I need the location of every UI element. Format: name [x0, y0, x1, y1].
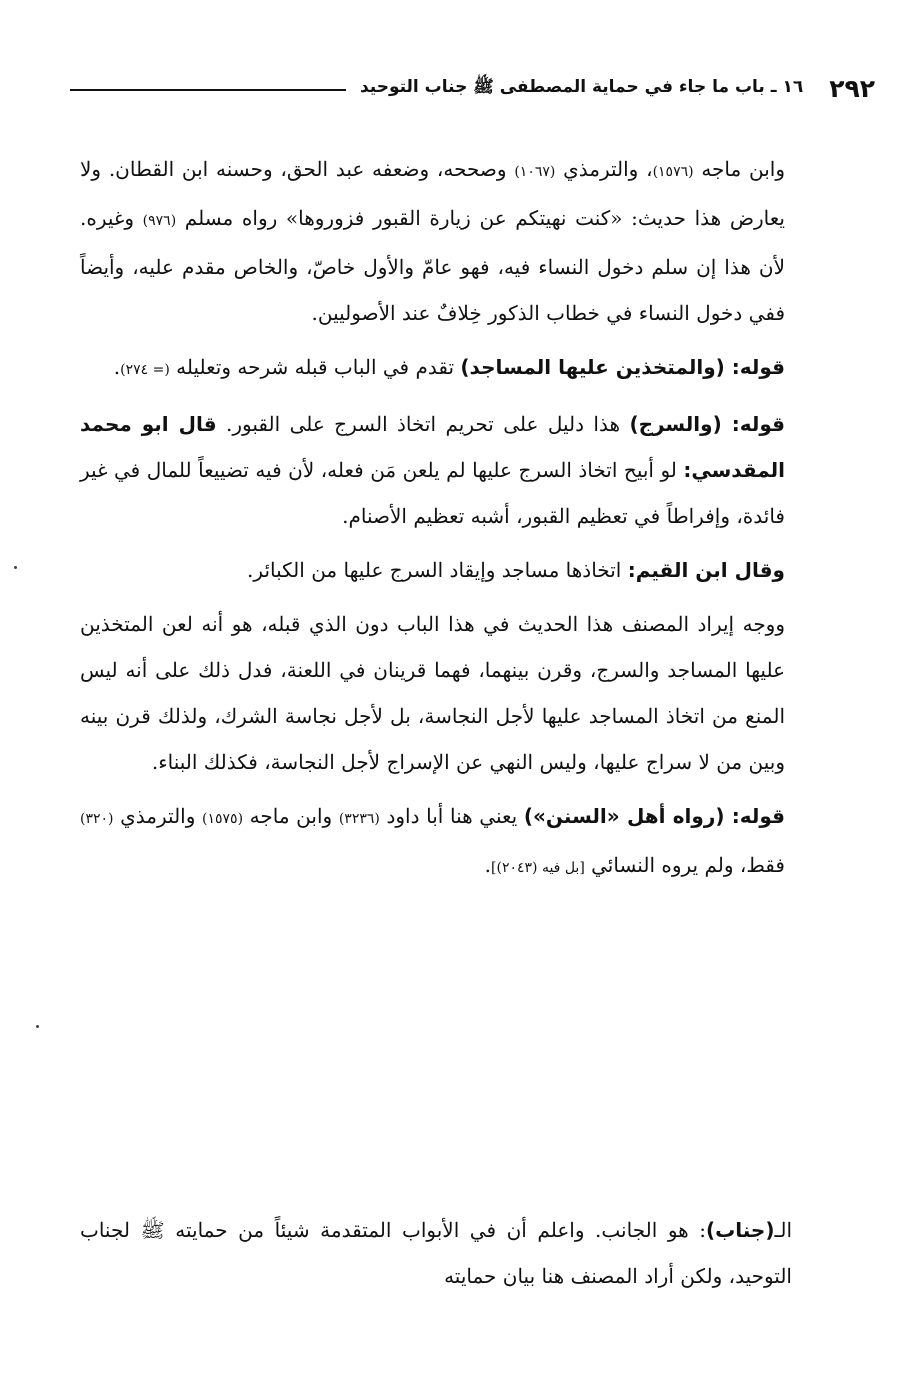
- text-run: اتخاذها مساجد وإيقاد السرج عليها من الكبائر.: [247, 558, 628, 582]
- text-run: يعني هنا أبا داود: [379, 804, 524, 828]
- main-text: [80, 146, 785, 899]
- text-run: الـ: [774, 1218, 792, 1242]
- text-run: وغيره. لأن هذا إن سلم دخول النساء فيه، فهو عامّ والأول خاصّ، والخاص مقدم عليه، وأيضاً ففي دخول النساء في خطاب الذكور خِلافٌ عند الأصوليين.: [80, 206, 785, 325]
- text-run: والترمذي: [113, 804, 203, 828]
- bold-phrase: (رواه أهل «السنن»): [523, 804, 725, 828]
- paragraph: [80, 344, 785, 393]
- reference-number: (١٠٦٧): [514, 164, 556, 180]
- text-run: ، والترمذي: [555, 157, 653, 181]
- reference-number: (٩٧٦): [142, 213, 177, 229]
- paragraph: [80, 793, 785, 891]
- reference-number: (١٥٧٦): [652, 164, 694, 180]
- text-run: وابن ماجه: [693, 157, 785, 181]
- text-run: تقدم في الباب قبله شرحه وتعليله: [169, 355, 461, 379]
- reference-number: (٣٢٠): [80, 811, 114, 827]
- text-run: وابن ماجه: [243, 804, 339, 828]
- footnote: [80, 1207, 792, 1299]
- paragraph: [80, 401, 785, 539]
- reference-number: (٣٢٣٦): [338, 811, 380, 827]
- bold-phrase: وقال ابن القيم:: [627, 558, 785, 582]
- text-run: : هو الجانب. واعلم أن في الأبواب المتقدمة شيئاً من حمايته ﷺ لجناب التوحيد، ولكن أراد المصنف هنا بيان حمايته: [80, 1218, 792, 1288]
- bold-phrase: قال ابو محمد المقدسي:: [80, 412, 785, 482]
- paragraph: [80, 601, 785, 785]
- reference-number: [بل فيه (٢٠٤٣)]: [491, 860, 585, 876]
- text-run: لو أبيح اتخاذ السرج عليها لم يلعن مَن فعله، لأن فيه تضييعاً للمال في غير فائدة، وإفراطاً في تعظيم القبور، أشبه تعظيم الأصنام.: [80, 458, 785, 528]
- paragraph: [80, 547, 785, 593]
- bold-phrase: قوله:: [721, 412, 786, 436]
- bold-phrase: (والمتخذين عليها المساجد): [460, 355, 725, 379]
- page-number: ٢٩٢: [829, 73, 875, 103]
- reference-number: (١٥٧٥): [202, 811, 244, 827]
- bold-phrase: قوله:: [724, 804, 786, 828]
- reference-number: (= ٢٧٤): [120, 362, 170, 378]
- text-run: .: [113, 355, 121, 379]
- page-header: [70, 68, 875, 108]
- text-run: فقط، ولم يروه النسائي: [584, 853, 785, 877]
- bold-phrase: (والسرج): [629, 412, 722, 436]
- scan-speck: [36, 1025, 39, 1028]
- paragraph: [80, 146, 785, 336]
- running-head: ١٦ ـ باب ما جاء في حماية المصطفى ﷺ جناب التوحيد: [359, 76, 804, 97]
- text-run: هذا دليل على تحريم اتخاذ السرج على القبور.: [216, 412, 630, 436]
- text-run: وصححه، وضعفه عبد الحق، وحسنه ابن القطان. ولا يعارض هذا حديث: «كنت نهيتكم عن زيارة القبور فزوروها» رواه مسلم: [80, 157, 785, 230]
- bold-phrase: (جناب): [706, 1218, 775, 1242]
- bold-phrase: قوله:: [724, 355, 785, 379]
- text-run: ووجه إيراد المصنف هذا الحديث في هذا الباب دون الذي قبله، هو أنه لعن المتخذين عليها المساجد والسرج، وقرن بينهما، فهما قرينان في اللعنة، فدل ذلك على أنه ليس المنع من اتخاذ المساجد عليها لأجل النجاسة، بل لأجل نجاسة الشرك، ولذلك قرن بينه وبين من لا سراج عليها، وليس النهي عن الإسراج لأجل النجاسة، فكذلك البناء.: [80, 612, 785, 774]
- text-run: .: [484, 853, 492, 877]
- header-rule: [70, 89, 346, 91]
- scan-speck: [14, 566, 17, 569]
